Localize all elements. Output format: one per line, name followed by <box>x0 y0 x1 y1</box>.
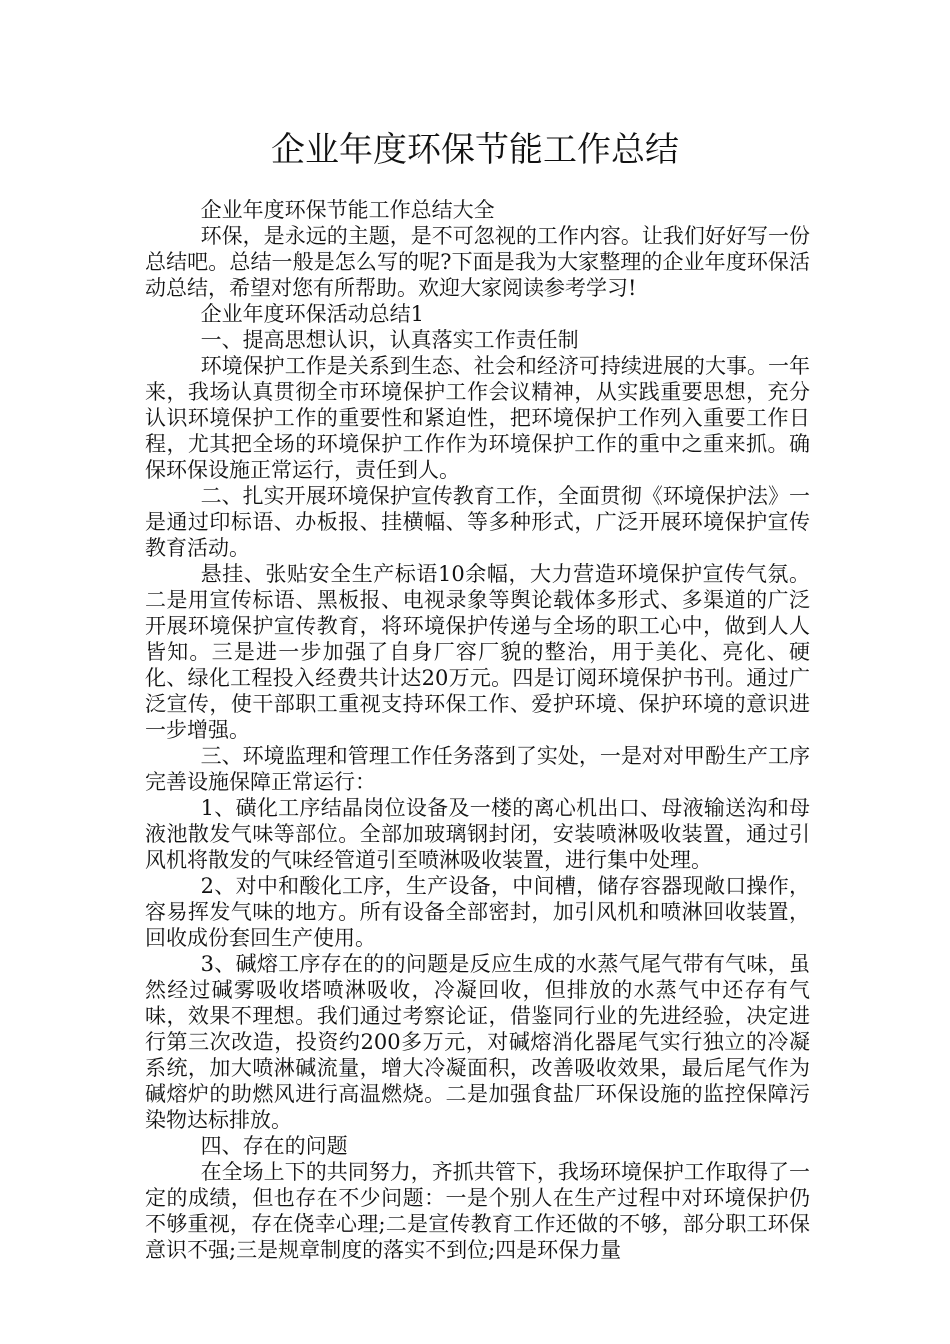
paragraph: 在全场上下的共同努力，齐抓共管下，我场环境保护工作取得了一定的成绩，但也存在不少问题：一是个别人在生产过程中对环境保护仍不够重视，存在侥幸心理;二是宣传教育工作还做的不够，部分职工环保意识不强;三是规章制度的落实不到位;四是环保力量 <box>145 1160 810 1262</box>
paragraph: 悬挂、张贴安全生产标语10余幅，大力营造环境保护宣传气氛。二是用宣传标语、黑板报、电视录象等舆论载体多形式、多渠道的广泛开展环境保护宣传教育，将环境保护传递与全场的职工心中，做到人人皆知。三是进一步加强了自身厂容厂貌的整治，用于美化、亮化、硬化、绿化工程投入经费共计达20万元。四是订阅环境保护书刊。通过广泛宣传，使干部职工重视支持环保工作、爱护环境、保护环境的意识进一步增强。 <box>145 562 810 742</box>
list-item: 1、磺化工序结晶岗位设备及一楼的离心机出口、母液输送沟和母液池散发气味等部位。全部加玻璃钢封闭，安装喷淋吸收装置，通过引风机将散发的气味经管道引至喷淋吸收装置，进行集中处理。 <box>145 796 810 872</box>
section-heading: 企业年度环保活动总结1 <box>200 302 425 326</box>
list-item: 3、碱熔工序存在的的问题是反应生成的水蒸气尾气带有气味，虽然经过碱雾吸收塔喷淋吸收，冷凝回收，但排放的水蒸气中还存有气味，效果不理想。我们通过考察论证，借鉴同行业的先进经验，决定进行第三次改造，投资约200多万元，对碱熔消化器尾气实行独立的冷凝系统，加大喷淋碱流量，增大冷凝面积，改善吸收效果，最后尾气作为碱熔炉的助燃风进行高温燃烧。二是加强食盐厂环保设施的监控保障污染物达标排放。 <box>145 952 810 1132</box>
paragraph: 环境保护工作是关系到生态、社会和经济可持续进展的大事。一年来，我场认真贯彻全市环境保护工作会议精神，从实践重要思想，充分认识环境保护工作的重要性和紧迫性，把环境保护工作列入重要工作日程，尤其把全场的环境保护工作作为环境保护工作的重中之重来抓。确保环保设施正常运行，责任到人。 <box>145 354 810 482</box>
paragraph: 二、扎实开展环境保护宣传教育工作，全面贯彻《环境保护法》一是通过印标语、办板报、挂横幅、等多种形式，广泛开展环境保护宣传教育活动。 <box>145 484 810 560</box>
section-heading: 四、存在的问题 <box>200 1134 348 1158</box>
paragraph-subtitle: 企业年度环保节能工作总结大全 <box>200 198 495 222</box>
document-title: 企业年度环保节能工作总结 <box>271 130 679 170</box>
paragraph-intro: 环保，是永远的主题，是不可忽视的工作内容。让我们好好写一份总结吧。总结一般是怎么写的呢?下面是我为大家整理的企业年度环保活动总结，希望对您有所帮助。欢迎大家阅读参考学习! <box>145 224 810 300</box>
list-item: 2、对中和酸化工序，生产设备，中间槽，储存容器现敞口操作，容易挥发气味的地方。所有设备全部密封，加引风机和喷淋回收装置，回收成份套回生产使用。 <box>145 874 810 950</box>
section-heading: 一、提高思想认识，认真落实工作责任制 <box>200 328 579 352</box>
paragraph: 三、环境监理和管理工作任务落到了实处，一是对对甲酚生产工序完善设施保障正常运行： <box>145 744 810 794</box>
document-body <box>145 197 810 1263</box>
